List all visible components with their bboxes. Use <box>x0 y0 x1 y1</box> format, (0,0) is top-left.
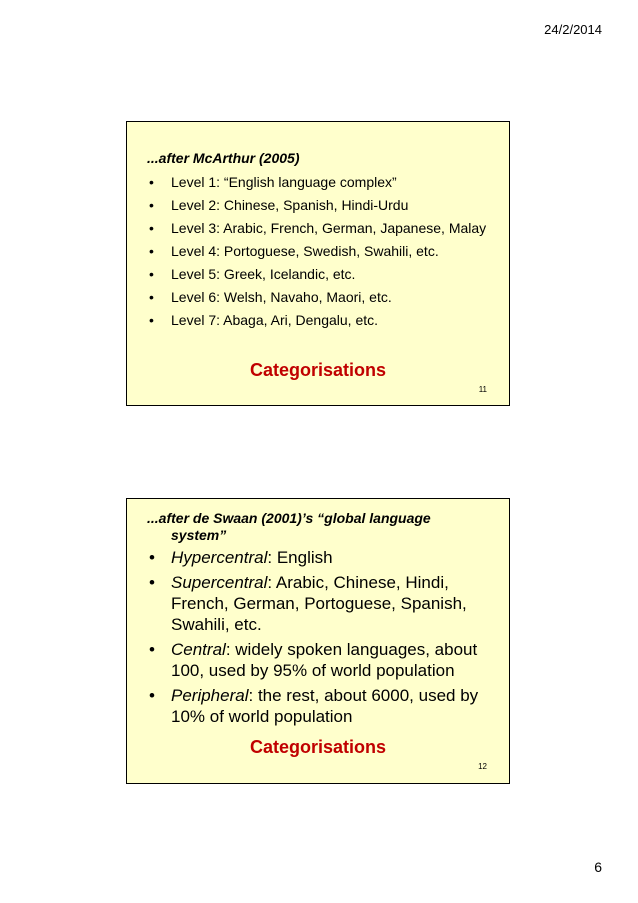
bullet-icon: • <box>149 640 155 659</box>
list-item: • Level 6: Welsh, Navaho, Maori, etc. <box>149 289 392 305</box>
slide-number: 12 <box>478 762 487 771</box>
bullet-icon: • <box>149 573 155 592</box>
list-item: • Level 3: Arabic, French, German, Japanese, Malay <box>149 220 487 236</box>
list-item: • Level 2: Chinese, Spanish, Hindi-Urdu <box>149 197 409 213</box>
slide-title: Categorisations <box>249 737 387 757</box>
list-item: • Central: widely spoken languages, about 100, used by 95% of world population <box>149 640 478 680</box>
list-item: • Level 4: Portoguese, Swedish, Swahili, etc. <box>149 243 439 259</box>
category-list <box>147 547 497 731</box>
bullet-icon: • <box>149 243 154 259</box>
bullet-icon: • <box>149 686 155 705</box>
slide-title: Categorisations <box>249 360 387 380</box>
slide-intro: ...after de Swaan (2001)’s “global language system” <box>147 510 431 543</box>
list-item: • Peripheral: the rest, about 6000, used by 10% of world population <box>149 686 479 726</box>
bullet-icon: • <box>149 548 155 567</box>
slide-11 <box>126 121 510 406</box>
list-item: • Hypercentral: English <box>149 548 333 567</box>
bullet-icon: • <box>149 197 154 213</box>
slide-number: 11 <box>478 385 487 394</box>
bullet-icon: • <box>149 220 154 236</box>
page-number: 6 <box>594 859 602 875</box>
level-list <box>147 174 487 335</box>
list-item: • Level 5: Greek, Icelandic, etc. <box>149 266 356 282</box>
list-item: • Level 7: Abaga, Ari, Dengalu, etc. <box>149 312 379 328</box>
bullet-icon: • <box>149 266 154 282</box>
bullet-icon: • <box>149 174 154 190</box>
bullet-icon: • <box>149 289 154 305</box>
bullet-icon: • <box>149 312 154 328</box>
list-item: • Supercentral: Arabic, Chinese, Hindi, French, German, Portoguese, Spanish, Swahili, etc. <box>149 573 467 634</box>
page-date: 24/2/2014 <box>544 22 602 37</box>
slide-intro: ...after McArthur (2005) <box>147 150 300 166</box>
slide-12 <box>126 498 510 784</box>
list-item: • Level 1: “English language complex” <box>149 174 397 190</box>
